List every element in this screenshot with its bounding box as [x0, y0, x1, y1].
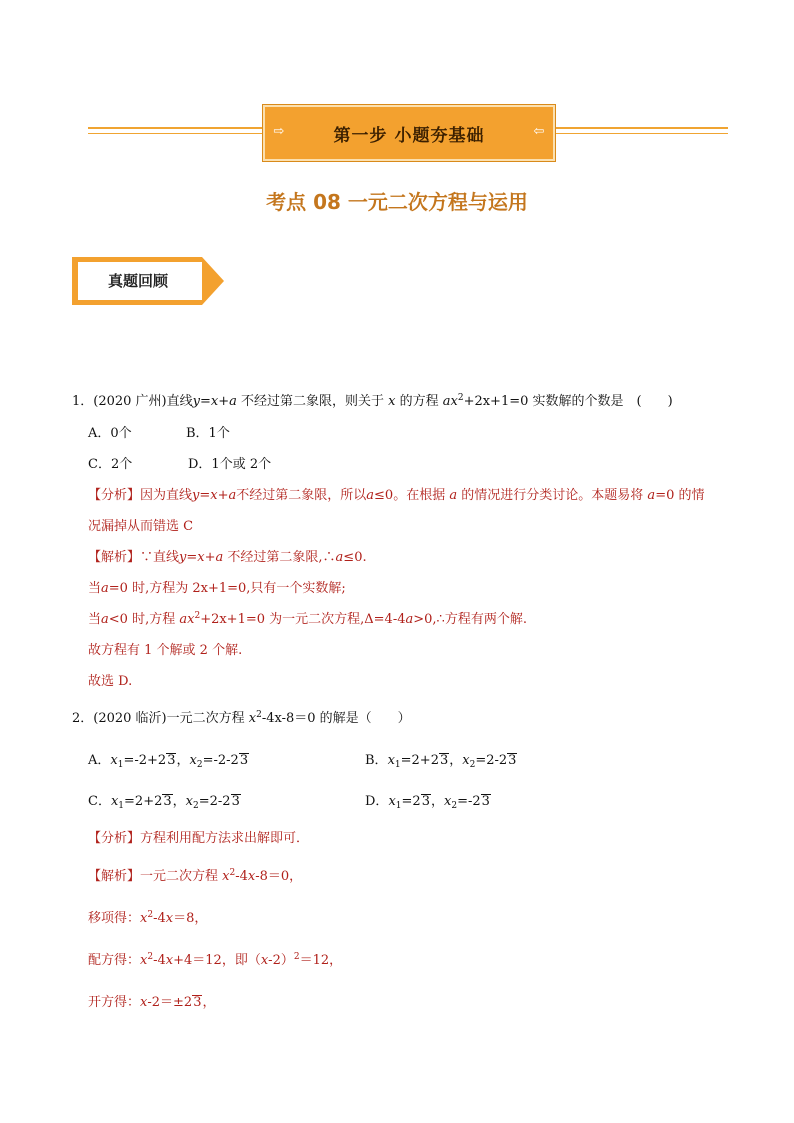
banner-rule-right-top	[554, 127, 728, 129]
q2-step-move: 移项得：$x^2-4x=8$，	[88, 910, 208, 926]
banner-rule-left-top	[88, 127, 262, 129]
topic-heading: 考点 08 一元二次方程与运用	[266, 190, 528, 214]
q2-option-b: B．$x_1=2+23$，$x_2=2-23$	[365, 753, 517, 770]
q2-solution-line1: 【解析】一元二次方程 $x^2-4x-8=0$，	[88, 868, 303, 884]
banner-title: 第一步 小题夯基础	[333, 125, 485, 146]
q2-option-a: A．$x_1=-2+23$，$x_2=-2-23$	[88, 753, 249, 770]
q1-option-c: C．2个	[88, 457, 133, 472]
q1-solution-line4: 故方程有 1 个解或 2 个解.	[88, 643, 243, 658]
q1-stem: 1．(2020 广州)直线y=x+a 不经过第二象限，则关于 x 的方程 $ax^2+2x+1=0$ 实数解的个数是 ( )	[72, 393, 673, 409]
banner-rule-right-bottom	[554, 133, 728, 134]
q2-option-d: D．$x_1=23$，$x_2=-23$	[365, 794, 490, 811]
q2-stem: 2．(2020 临沂)一元二次方程 $x^2-4x-8=0$ 的解是（ ）	[72, 710, 411, 726]
double-arrow-left-icon: ⇦	[533, 124, 545, 139]
q1-solution-line2: 当a=0 时,方程为 2x+1=0,只有一个实数解;	[88, 581, 346, 596]
section-tag-label: 真题回顾	[107, 272, 168, 290]
step-banner	[262, 104, 556, 162]
q2-step-complete: 配方得：$x^2-4x+4=12$，即$(x-2)^2=12$，	[88, 952, 343, 968]
banner-rule-left-bottom	[88, 133, 262, 134]
section-tag-arrow	[202, 257, 224, 305]
q1-solution-line5: 故选 D.	[88, 674, 133, 689]
q2-analysis: 【分析】方程利用配方法求出解即可．	[88, 831, 310, 846]
q1-analysis-cont: 况漏掉从而错选 C	[88, 519, 194, 534]
q1-solution-line1: 【解析】∵直线y=x+a 不经过第二象限,∴a≤0.	[88, 550, 367, 565]
q2-option-c: C．$x_1=2+23$，$x_2=2-23$	[88, 794, 240, 811]
q1-option-d: D．1个或 2个	[188, 457, 272, 472]
q2-step-root: 开方得：x-2＝±23，	[88, 995, 216, 1010]
q1-option-a: A．0个	[88, 426, 132, 441]
double-arrow-right-icon: ⇨	[273, 124, 285, 139]
q1-solution-line3: 当a<0 时,方程 $ax^2+2x+1=0$ 为一元二次方程,Δ=4-4a>0,∴方程有两个解.	[88, 611, 527, 627]
q1-analysis: 【分析】因为直线y=x+a不经过第二象限，所以a≤0。在根据 a 的情况进行分类讨论。本题易将 a=0 的情	[88, 488, 705, 503]
q1-option-b: B．1个	[186, 426, 230, 441]
